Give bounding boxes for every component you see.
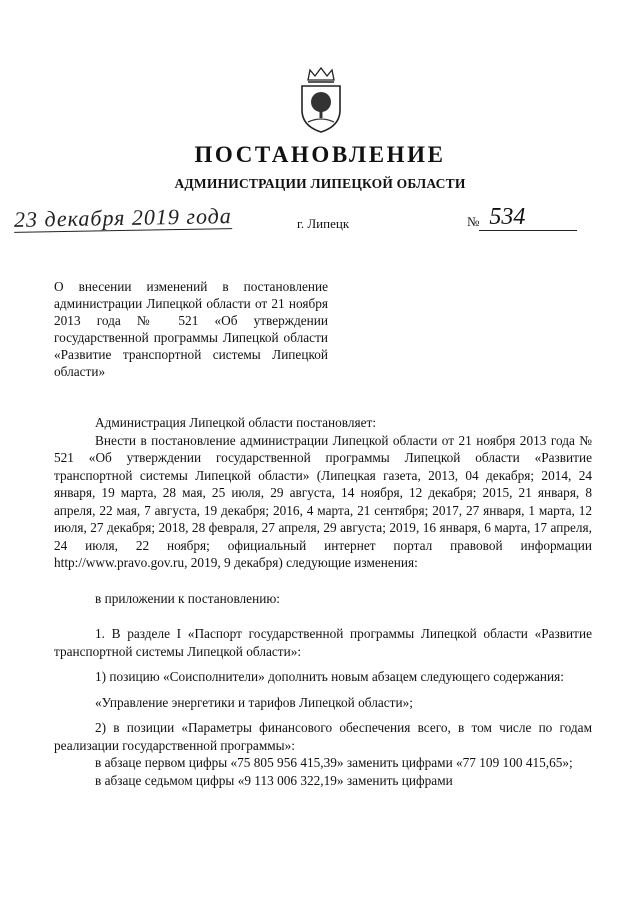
document-subject: О внесении изменений в постановление администрации Липецкой области от 21 ноября 2013 года № 521 «Об утверждении государственной программы Липецкой области «Развитие транспортной системы Липецкой области» xyxy=(54,279,328,379)
document-number xyxy=(467,204,577,231)
handwritten-number: 534 xyxy=(479,204,577,231)
document-body xyxy=(54,414,592,789)
body-paragraph-6: «Управление энергетики и тарифов Липецкой области»; xyxy=(95,694,413,710)
city-label: г. Липецк xyxy=(297,216,350,231)
body-paragraph-4: 1. В разделе I «Паспорт государственной программы Липецкой области «Развитие транспортной системы Липецкой области»: xyxy=(54,626,592,659)
body-paragraph-7: 2) в позиции «Параметры финансового обеспечения всего, в том числе по годам реализации государственной программы»: xyxy=(54,720,592,753)
handwritten-date: 23 декабря 2019 года xyxy=(13,203,233,232)
issuer-subtitle: АДМИНИСТРАЦИИ ЛИПЕЦКОЙ ОБЛАСТИ xyxy=(174,176,466,191)
coat-of-arms-icon xyxy=(296,66,346,134)
body-paragraph-8: в абзаце первом цифры «75 805 956 415,39» заменить цифрами «77 109 100 415,65»; xyxy=(95,755,573,770)
body-paragraph-5: 1) позицию «Соисполнители» дополнить новым абзацем следующего содержания: xyxy=(95,669,564,684)
document-title: ПОСТАНОВЛЕНИЕ xyxy=(194,142,446,167)
body-paragraph-9: в абзаце седьмом цифры «9 113 006 322,19» заменить цифрами xyxy=(95,772,453,788)
body-paragraph-2: Внести в постановление администрации Липецкой области от 21 ноября 2013 года № 521 «Об утверждении государственной программы Липецкой области «Развитие транспортной системы Липецкой области» (Липецкая газета, 2013, 04 декабря; 2014, 24 января, 19 марта, 28 мая, 25 июля, 29 августа, 14 ноября, 12 декабря; 2015, 21 января, 8 апреля, 22 мая, 7 августа, 19 декабря; 2016, 4 марта, 21 сентября; 2017, 27 января, 1 марта, 12 июля, 27 декабря; 2018, 28 февраля, 27 апреля, 29 августа; 2019, 16 января, 6 марта, 17 апреля, 24 июля, 22 ноября; официальный интернет портал правовой информации http://www.pravo.gov.ru, 2019, 9 декабря) следующие изменения: xyxy=(54,432,592,570)
body-paragraph-3: в приложении к постановлению: xyxy=(95,590,280,606)
body-paragraph-1: Администрация Липецкой области постановляет: xyxy=(95,415,377,430)
number-label: № xyxy=(467,214,480,229)
